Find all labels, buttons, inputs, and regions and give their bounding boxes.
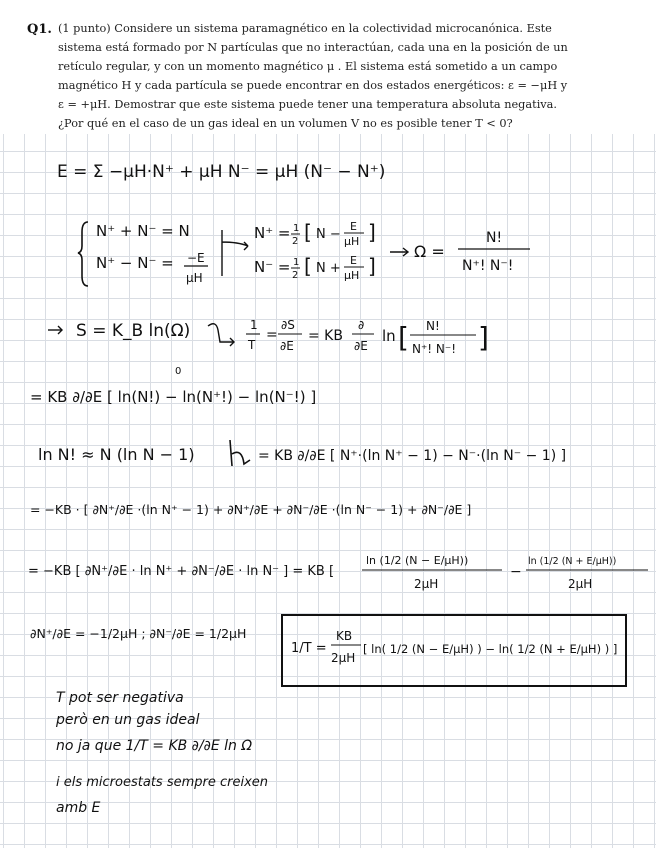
question-line-6: ¿Por qué en el caso de un gas ideal en un volumen V no es posible tener T < 0?	[58, 117, 513, 130]
np-frac-num: E	[350, 220, 357, 233]
nm-lhs: N⁻ =	[254, 258, 291, 276]
line-7	[28, 550, 656, 600]
ln-frac-den: N⁺! N⁻!	[412, 342, 457, 356]
np-lhs: N⁺ =	[254, 224, 291, 242]
line-7-den-1: 2μH	[414, 577, 439, 591]
question-line-2: sistema está formado por N partículas que no interactúan, cada una en la posición de un	[58, 41, 568, 54]
nm-bracket-open: [	[304, 254, 312, 278]
note-line-2: però en un gas ideal	[56, 712, 200, 728]
d-num: ∂	[358, 318, 365, 332]
note-line-4: i els microestats sempre creixen	[56, 775, 269, 790]
omega-lhs: Ω =	[414, 242, 445, 261]
np-half-num: 1	[293, 223, 300, 234]
line-7-den-2: 2μH	[568, 577, 593, 591]
question-line-4: magnético H y cada partícula se puede encontrar en dos estados energéticos: ε = −μH y	[58, 79, 568, 92]
question-label: Q1.	[27, 22, 52, 37]
boxed-den: 2μH	[331, 651, 356, 665]
invT-num: 1	[250, 318, 258, 332]
question-line-1: (1 punto) Considere un sistema paramagnético en la colectividad microcanónica. Este	[58, 22, 552, 35]
nm-frac-den: μH	[344, 269, 360, 282]
result-box	[281, 614, 627, 687]
question-line-3: retículo regular, y con un momento magnético μ . El sistema está sometido a un campo	[58, 60, 558, 73]
stirling-line	[38, 436, 628, 476]
omega-num: N!	[486, 230, 503, 246]
line-7-num-1: ln (1/2 (N − E/μH))	[366, 554, 469, 567]
np-bracket-open: [	[304, 220, 312, 244]
line-4: = KB ∂/∂E [ ln(N!) − ln(N⁺!) − ln(N⁻!) ]	[30, 388, 317, 406]
line-7-minus: −	[510, 564, 522, 580]
ln-text: ln	[382, 327, 396, 345]
nm-inner: N +	[316, 261, 341, 276]
np-frac-den: μH	[344, 235, 360, 248]
boxed-lhs: 1/T =	[291, 641, 327, 656]
nm-half-den: 2	[292, 270, 299, 281]
nm-half-num: 1	[293, 257, 300, 268]
entropy-line	[48, 316, 508, 368]
left-brace	[78, 222, 88, 286]
d-den: ∂E	[354, 339, 368, 353]
boxed-kb: KB	[336, 629, 353, 643]
question-block	[0, 0, 656, 134]
entropy-eq: S = K_B ln(Ω)	[76, 321, 191, 341]
question-line-5: ε = +μH. Demostrar que este sistema puede tener una temperatura absoluta negativa.	[58, 98, 558, 111]
note-line-3: no ja que 1/T = KB ∂/∂E ln Ω	[56, 738, 253, 754]
sys-eq-2-num: −E	[187, 251, 205, 265]
svg-text:[: [	[398, 321, 409, 354]
line-6: = −KB · [ ∂N⁺/∂E ·(ln N⁺ − 1) + ∂N⁺/∂E + ∂N⁻/∂E ·(ln N⁻ − 1) + ∂N⁻/∂E ]	[30, 502, 472, 517]
nm-frac-num: E	[350, 254, 357, 267]
sys-eq-2: N⁺ − N⁻ =	[96, 254, 174, 272]
kb-eq: = KB	[308, 328, 343, 344]
note-line-1: T pot ser negativa	[56, 690, 184, 706]
energy-equation: E = Σ −μH·N⁺ + μH N⁻ = μH (N⁻ − N⁺)	[57, 162, 386, 182]
np-bracket-close: ]	[368, 220, 376, 244]
line-5: = KB ∂/∂E [ N⁺·(ln N⁺ − 1) − N⁻·(ln N⁻ − 1) ]	[258, 448, 567, 464]
np-inner: N −	[316, 227, 341, 242]
svg-text:=: =	[266, 327, 278, 343]
invT-den: T	[248, 338, 256, 352]
dS-num: ∂S	[281, 318, 295, 332]
sys-eq-1: N⁺ + N⁻ = N	[96, 222, 190, 240]
svg-text:]: ]	[478, 321, 489, 354]
sys-eq-2-den: μH	[186, 271, 203, 285]
line-7-a: = −KB [ ∂N⁺/∂E · ln N⁺ + ∂N⁻/∂E · ln N⁻ ] = KB [	[28, 564, 335, 579]
arrow-3	[208, 324, 234, 342]
system-block	[78, 218, 638, 290]
omega-den: N⁺! N⁻!	[462, 258, 514, 274]
derivatives: ∂N⁺/∂E = −1/2μH ; ∂N⁻/∂E = 1/2μH	[30, 626, 247, 641]
line-4-zero: 0	[175, 366, 182, 377]
boxed-body: [ ln( 1/2 (N − E/μH) ) − ln( 1/2 (N + E/μH) ) ]	[363, 642, 618, 656]
arrow-1	[222, 230, 248, 276]
nm-bracket-close: ]	[368, 254, 376, 278]
dE-den: ∂E	[280, 339, 294, 353]
note-line-5: amb E	[56, 800, 101, 816]
stirling-eq: ln N! ≈ N (ln N − 1)	[38, 445, 195, 464]
ln-frac-num: N!	[426, 319, 440, 333]
line-7-num-2: ln (1/2 (N + E/μH))	[528, 556, 617, 567]
np-half-den: 2	[292, 236, 299, 247]
arrow-4	[230, 440, 250, 466]
